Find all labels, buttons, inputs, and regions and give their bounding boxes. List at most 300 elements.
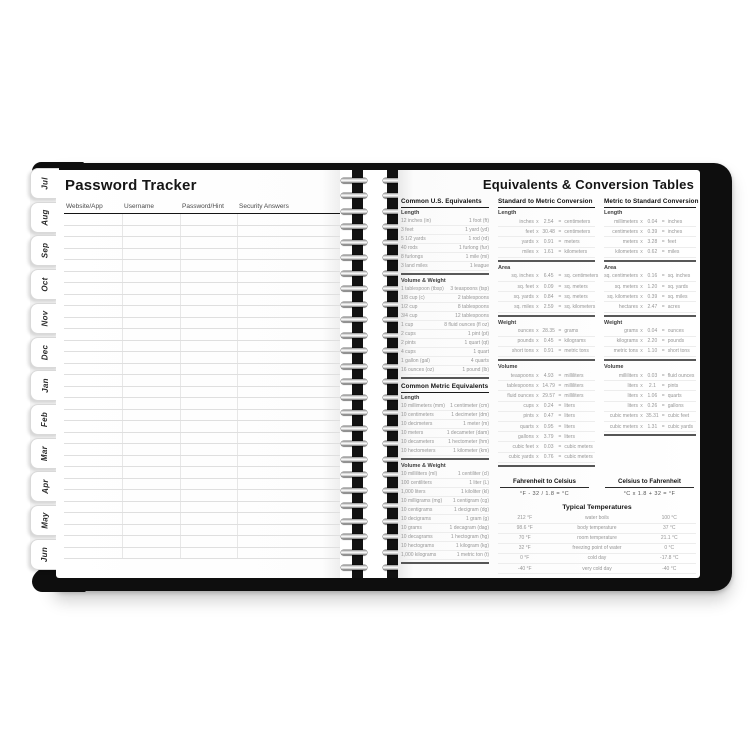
unit-to: pounds [667,338,685,345]
password-cell [64,352,122,363]
unit-to: liters [564,433,575,440]
password-cell [122,260,180,271]
password-row [64,548,346,560]
section-name: Volume & Weight [401,278,446,284]
equivalent-left: 1,000 kilograms [401,552,437,558]
password-cell [180,479,237,490]
temperature-label: very cold day [582,565,612,572]
password-cell [122,456,180,467]
password-cell [64,375,122,386]
equivalent-left: 5 1/2 yards [401,236,426,242]
equivalent-right: 4 quarts [470,358,489,364]
unit-to: quarts [667,393,682,400]
equals-symbol: = [558,283,562,290]
equals-symbol: = [661,348,665,355]
equivalent-row [401,542,489,551]
equals-symbol: = [558,423,562,430]
equivalent-row [401,470,489,479]
unit-to: inches [667,228,683,235]
unit-from: sq. feet [517,283,534,290]
equivalents-section [401,208,489,271]
conversion-row [604,422,696,432]
conversion-row [498,391,595,401]
equals-symbol: = [558,382,562,389]
password-row [64,479,346,491]
unit-to: liters [564,403,575,410]
equivalent-left: 3 land miles [401,263,428,269]
equals-symbol: = [661,218,665,225]
password-cell [237,456,346,467]
password-cell [237,433,346,444]
factor: 0.09 [543,283,554,290]
multiply-symbol: x [640,303,643,310]
unit-from: miles [522,249,534,256]
conversion-row [604,282,696,292]
password-cell [237,364,346,375]
spine-strip-left [352,170,363,578]
conversion-row [604,402,696,412]
multiply-symbol: x [640,393,643,400]
unit-from: ounces [517,328,534,335]
password-cell [237,536,346,547]
coil-loop [341,488,367,493]
password-cell [237,352,346,363]
password-cell [180,295,237,306]
factor: 28.35 [542,328,555,335]
factor: 1.61 [543,249,554,256]
equals-symbol: = [661,238,665,245]
conversion-row [604,347,696,357]
unit-from: sq. yards [513,293,534,300]
fahrenheit-to-celsius [498,478,591,497]
equals-symbol: = [661,283,665,290]
unit-to: gallons [667,403,684,410]
conversion-row [498,237,595,247]
month-tab-jul [30,168,59,199]
temperature-row [498,514,696,524]
unit-to: sq. kilometers [564,303,596,310]
password-cell [180,433,237,444]
coil-loop [341,224,367,229]
equivalent-left: 10 hectometers [401,448,436,454]
password-cell [122,548,180,559]
conversion-row [604,412,696,422]
password-cell [180,444,237,455]
equivalent-row [401,262,489,271]
equivalent-right: 1 decagram (dag) [449,525,489,531]
password-cell [237,306,346,317]
coil-loop [341,395,367,400]
unit-to: short tons [667,348,690,355]
equivalent-row [401,285,489,294]
equivalent-left: 100 centiliters [401,480,432,486]
password-cell [180,490,237,501]
unit-from: liters [627,393,639,400]
page-title: Password Tracker [65,177,197,194]
unit-to: grams [564,328,579,335]
factor: 1.10 [647,348,658,355]
factor: 0.26 [647,403,658,410]
password-row [64,306,346,318]
equivalent-row [401,235,489,244]
coil-loop [341,193,367,198]
factor: 2.54 [543,218,554,225]
coil-loop [341,565,367,570]
conversion-row [498,272,599,282]
unit-from: tablespoons [506,382,534,389]
conversion-row [498,302,595,312]
formula-text: °C x 1.8 + 32 = °F [623,490,676,497]
password-row [64,410,346,422]
conversion-row [604,217,696,227]
password-cell [237,410,346,421]
password-cell [122,329,180,340]
factor: 0.24 [543,403,554,410]
celsius-value: 0 °C [664,545,675,552]
unit-from: centimeters [612,228,639,235]
password-cell [237,548,346,559]
equivalent-row [401,402,489,411]
equivalent-row [401,339,489,348]
password-cell [237,502,346,513]
password-cell [237,398,346,409]
unit-to: sq. yards [667,283,689,290]
password-cell [64,479,122,490]
conversion-section [604,359,696,432]
password-row [64,375,346,387]
equals-symbol: = [661,273,665,280]
unit-to: liters [564,423,575,430]
coil-loop [341,410,367,415]
equivalent-row [401,524,489,533]
password-cell [64,444,122,455]
unit-from: cups [523,403,534,410]
password-table-rows [64,214,346,559]
password-cell [237,226,346,237]
equals-symbol: = [558,303,562,310]
password-cell [237,249,346,260]
multiply-symbol: x [536,423,539,430]
password-cell [237,525,346,536]
password-row [64,283,346,295]
month-tab-label: May [40,512,50,529]
equivalents-section [401,273,489,375]
equals-symbol: = [661,293,665,300]
month-tab-feb [30,404,59,435]
column-equivalents [401,198,489,568]
multiply-symbol: x [536,393,539,400]
equivalent-right: 2 tablespoons [457,295,489,301]
unit-to: cubic feet [667,413,690,420]
temperature-row [498,554,696,564]
factor: 0.03 [647,372,658,379]
password-cell [237,444,346,455]
coil-loop [341,209,367,214]
conversion-row [498,327,595,337]
month-tab-label: Feb [40,411,50,428]
equivalent-row [401,366,489,375]
multiply-symbol: x [536,273,539,280]
unit-to: milliliters [564,372,584,379]
coil-loop [341,426,367,431]
factor: 0.62 [647,249,658,256]
equivalent-left: 2 cups [401,331,416,337]
password-cell [64,398,122,409]
equivalent-row [401,420,489,429]
password-cell [180,364,237,375]
password-cell [122,502,180,513]
password-cell [180,513,237,524]
password-row [64,295,346,307]
unit-to: centimeters [564,228,591,235]
equivalents-section [401,458,489,560]
equivalent-right: 1 centiliter (cl) [457,471,489,477]
unit-from: sq. miles [514,303,534,310]
equivalent-left: 10 centimeters [401,412,434,418]
month-tab-nov [30,303,59,334]
factor: 30.48 [542,228,555,235]
group-title: Common Metric Equivalents [401,383,489,393]
unit-from: gallons [518,433,534,440]
conversion-row [498,217,595,227]
password-cell [122,249,180,260]
password-table-header [64,203,346,214]
equals-symbol: = [661,328,665,335]
password-row [64,341,346,353]
equivalent-right: 1 decameter (dam) [446,430,489,436]
month-tab-label: Nov [40,310,50,327]
temperature-label: water boils [585,515,609,522]
equivalent-row [401,253,489,262]
password-cell [122,341,180,352]
password-cell [122,433,180,444]
section-name: Volume & Weight [401,463,446,469]
fahrenheit-value: -40 °F [517,565,532,572]
password-cell [64,318,122,329]
multiply-symbol: x [536,443,539,450]
equivalent-left: 10 hectograms [401,543,435,549]
equals-symbol: = [558,372,562,379]
fahrenheit-value: 212 °F [517,515,533,522]
equals-symbol: = [661,423,665,430]
password-cell [180,306,237,317]
factor: 3.79 [543,433,554,440]
password-cell [180,318,237,329]
coil-loop [341,503,367,508]
password-row [64,513,346,525]
equivalent-left: 10 decameters [401,439,435,445]
unit-from: milliliters [618,372,639,379]
equivalent-row [401,497,489,506]
equivalent-row [401,438,489,447]
celsius-to-fahrenheit [603,478,696,497]
celsius-value: -17.8 °C [660,555,679,562]
password-cell [64,502,122,513]
coil-loop [341,255,367,260]
unit-from: cubic meters [609,423,639,430]
password-cell [180,421,237,432]
factor: 2.47 [647,303,658,310]
multiply-symbol: x [536,454,539,461]
password-cell [237,341,346,352]
password-cell [64,433,122,444]
formula-title: Celsius to Fahrenheit [605,478,694,488]
unit-from: sq. inches [511,273,534,280]
month-tab-label: Jun [40,546,50,562]
equivalent-row [401,429,489,438]
equivalent-left: 10 meters [401,430,424,436]
unit-to: sq. inches [667,273,691,280]
conversion-row [604,292,696,302]
equivalent-right: 1 liter (L) [469,480,489,486]
equivalent-row [401,533,489,542]
multiply-symbol: x [536,283,539,290]
password-cell [122,352,180,363]
temperature-label: freezing point of water [572,545,622,552]
equivalent-left: 1/8 cup (c) [401,295,425,301]
coil-loop [341,286,367,291]
equivalent-row [401,217,489,226]
password-cell [180,283,237,294]
unit-to: pints [667,382,679,389]
coil-loop [341,534,367,539]
password-cell [180,536,237,547]
unit-to: sq. miles [667,293,688,300]
equivalent-right: 1 kilogram (kg) [455,543,489,549]
password-cell [180,214,237,225]
equivalent-row [401,411,489,420]
password-cell [64,536,122,547]
unit-from: metric tons [613,348,639,355]
equals-symbol: = [558,393,562,400]
password-row [64,444,346,456]
coil-loop [341,271,367,276]
equals-symbol: = [558,454,562,461]
equivalent-left: 10 centigrams [401,507,433,513]
password-cell [122,237,180,248]
password-cell [180,398,237,409]
section-name: Volume [604,364,624,371]
password-cell [64,295,122,306]
password-cell [122,375,180,386]
equivalent-left: 3/4 cup [401,313,418,319]
fahrenheit-value: 0 °F [520,555,530,562]
password-cell [64,272,122,283]
equivalent-right: 1 pint (pt) [467,331,489,337]
unit-to: cubic meters [564,443,593,450]
unit-to: sq. centimeters [564,273,599,280]
password-cell [237,272,346,283]
password-cell [180,467,237,478]
formula-text: °F - 32 / 1.8 = °C [519,490,570,497]
multiply-symbol: x [640,228,643,235]
formula-title: Fahrenheit to Celsius [500,478,589,488]
password-cell [122,318,180,329]
password-cell [180,456,237,467]
planner-open-book [40,163,732,591]
fahrenheit-value: 70 °F [518,535,531,542]
password-row [64,237,346,249]
password-cell [122,226,180,237]
multiply-symbol: x [536,382,539,389]
coil-loop [341,348,367,353]
unit-to: kilograms [564,338,586,345]
group-title: Metric to Standard Conversion [604,198,696,208]
equals-symbol: = [558,403,562,410]
coil-loop [341,441,367,446]
unit-from: feet [525,228,534,235]
equivalent-row [401,312,489,321]
factor: 0.76 [543,454,554,461]
unit-to: kilometers [564,249,588,256]
conversion-row [498,371,595,381]
equivalents-section [401,393,489,456]
conversion-row [498,422,595,432]
conversion-section [498,315,595,358]
password-row [64,364,346,376]
conversion-row [604,337,696,347]
equivalent-row [401,321,489,330]
password-cell [64,260,122,271]
password-cell [180,329,237,340]
equals-symbol: = [558,338,562,345]
section-name: Area [604,264,617,271]
unit-to: liters [564,413,575,420]
conversion-row [498,381,595,391]
factor: 0.04 [647,328,658,335]
equivalent-row [401,479,489,488]
equivalent-right: 1 foot (ft) [468,218,489,224]
unit-from: millimeters [614,218,639,225]
multiply-symbol: x [640,273,643,280]
equivalent-left: 10 milliliters (ml) [401,471,438,477]
fahrenheit-value: 32 °F [518,545,531,552]
multiply-symbol: x [640,338,643,345]
equals-symbol: = [558,273,562,280]
conversion-section [498,208,595,258]
equivalent-right: 8 fluid ounces (fl oz) [444,322,489,328]
multiply-symbol: x [640,423,643,430]
month-tab-may [30,505,59,536]
equivalent-right: 1 decigram (dg) [453,507,489,513]
equivalent-right: 1 kiloliter (kl) [460,489,489,495]
temperature-block [498,478,696,574]
password-row [64,329,346,341]
password-cell [122,467,180,478]
unit-from: kilometers [615,249,639,256]
section-name: Weight [604,319,623,326]
month-tab-label: Jan [40,378,50,394]
factor: 2.1 [648,382,656,389]
password-cell [180,272,237,283]
password-cell [237,237,346,248]
unit-from: liters [627,382,639,389]
password-cell [180,341,237,352]
unit-from: sq. kilometers [607,293,639,300]
conversion-section [498,260,599,313]
unit-to: cubic yards [667,423,694,430]
multiply-symbol: x [640,283,643,290]
typical-temperatures-title: Typical Temperatures [562,503,632,511]
password-cell [237,260,346,271]
section-name: Weight [498,319,517,326]
equivalent-left: 4 cups [401,349,416,355]
multiply-symbol: x [536,238,539,245]
month-tab-dec [30,337,59,368]
equivalent-right: 1 metric ton (t) [456,552,489,558]
password-cell [64,341,122,352]
factor: 1.20 [647,283,658,290]
